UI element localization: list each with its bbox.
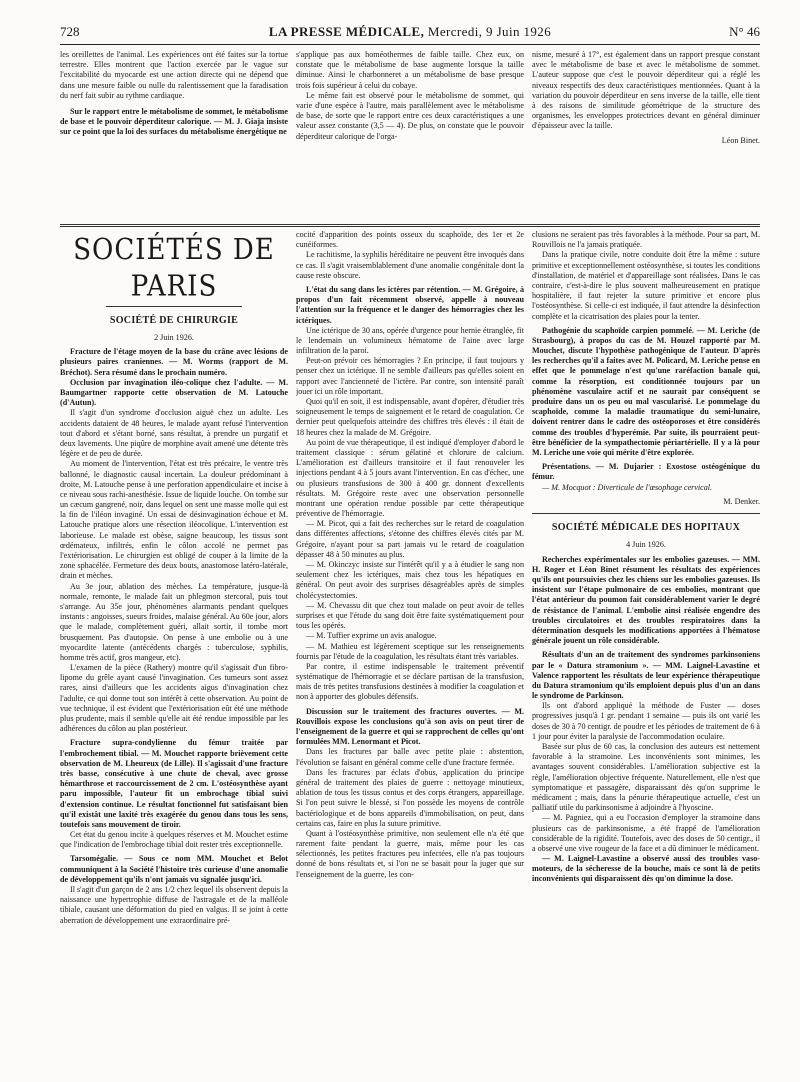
article-heading: Résultats d'un an de traitement des syndromes parkinsoniens par le « Datura stramonium ». — MM. Laignel-Lavastine et Valence rapportent les résultats de leur expérience thérapeutique du Datura stramonium qu'ils emploient depuis plus d'un an dans le syndrome de Parkinson. [532,650,760,701]
article-heading: Discussion sur le traitement des fractures ouvertes. — M. Rouvillois expose les conclusions qu'à son avis on peut tirer de l'enseignement de la guerre et qui se rapprochent de celles qu'ont formulées MM. Lenormant et Picot. [296,706,524,747]
paragraph: Au 3e jour, ablation des mèches. La température, jusque-là normale, remonte, le malade fait un phlegmon stercoral, puis tout s'arrange. Au 35e jour, phénomènes alarmants pendant quelques instants : angoisses, sueurs froides, malaise général. Au 60e jour, alors que le malade, complètement guéri, allait sortir, il tombe mort brusquement. Pas d'autopsie. On pense à une embolie ou à une myocardite latente (antécédents chargés : tuberculose, syphilis, homme très actif, gros mangeur, etc). [60,581,288,662]
title-rule [106,306,243,307]
paragraph: Dans les fractures par balle avec petite plaie : abstention, l'évolution se faisant en général comme celle d'une fracture fermée. [296,747,524,767]
article-heading: Fracture supra-condylienne du fémur traitée par l'embrochement tibial. — M. Mouchet rapporte brièvement cette observation de M. Lheureux (de Lille). Il s'agissait d'une fracture très basse, consécutive à une chute de cheval, avec grosse hémarthrose et raccourcissement de 2 cm. L'ostéosynthèse ayant paru impossible, l'auteur fit un embrochage tibial suivi d'extension continue. Le résultat fonctionnel fut satisfaisant bien qu'il existât une laxité très exagérée du genou dans tous les sens, toutefois sans mouvement de tiroir. [60,738,288,829]
author-signature: Léon Binet. [721,135,760,145]
top-column-1 [60,50,288,222]
article-heading: L'état du sang dans les ictères par rétention. — M. Grégoire, à propos d'un fait récemment observé, appelle à nouveau l'attention sur la fréquence et le danger des hémorragies chez les ictériques. [296,284,524,325]
paragraph: — M. Mathieu est légèrement sceptique sur les renseignements fournis par l'étude de la coagulation, les résultats étant très variables. [296,641,524,661]
top-column-2 [296,50,524,222]
paragraph: Ils ont d'abord appliqué la méthode de Fuster — doses progressives jusqu'à 1 gr. pendant 1 semaine — puis ils ont varié les doses de 30 à 70 centigr. de poudre et les périodes de traitement de 6 à 1 jour pour éviter la paralysie de l'accommodation oculaire. [532,701,760,741]
issue-date: Mercredi, 9 Juin 1926 [427,24,552,39]
paragraph: Basée sur plus de 60 cas, la conclusion des auteurs est nettement favorable à la stramoine. Les inconvénients sont minimes, les avantages souvent considérables. L'amélioration subjective est la règle, l'amélioration objective fréquente. Naturellement, elle n'est que symptomatique et passagère, disparaissant dès qu'on supprime le médicament ; mais, dans la pénurie thérapeutique actuelle, c'est un palliatif utile du parkinsonisme à adjoindre à l'hyoscine. [532,742,760,813]
paragraph: nisme, mesuré à 17°, est également dans un rapport presque constant avec le métabolisme de base et avec le métabolisme de sommet. L'auteur suppose que c'est le pouvoir déperditeur qui a réglé les niveaux respectifs des deux caractéristiques mentionnées. Quant à la variation du pouvoir déperditeur en sens inverse de la taille, elle tient à des raisons de similitude géométrique de la structure des organismes, les enveloppes protectrices devant en général diminuer d'épaisseur avec la taille. [532,50,760,131]
section-rule [532,513,760,514]
paragraph: Au moment de l'intervention, l'état est très précaire, le ventre très ballonné, le diagnostic causal incertain. La douleur prédominant à droite, M. Latouche pense à une perforation appendiculaire et incise à ce niveau sous rachi-anesthésie. Issue de liquide louche. On tombe sur un cæcum gangrené, noir, dans lequel on sent une masse molle qui est la fin de l'iléon invaginé. Un essai de désinvagination échoue et M. Latouche pratique alors une résection iléocolique. L'intervention est laborieuse. Le malade est obèse, saigne beaucoup, les tissus sont œdémateux, infiltrés, enfin le côlon accolé ne permet pas l'extériorisation. Le chirurgien est obligé de couper à la limite de la zone sphacélée. Fermeture des deux bouts, anastomose latéro-latérale, drain et mèches. [60,459,288,581]
paragraph: L'examen de la pièce (Rathery) montre qu'il s'agissait d'un fibro-lipome du grêle ayant causé l'invagination. Ces tumeurs sont assez rares, ainsi d'ailleurs que les accidents aigus d'invagination chez l'adulte, ce qui donne tout son intérêt à cette observation. Au point de vue technique, il est évident que l'extériorisation eût été une méthode plus prudente, mais il semble qu'elle ait été rendue impossible par les adhérences du côlon au plan postérieur. [60,663,288,734]
article-heading: Recherches expérimentales sur les embolies gazeuses. — MM. H. Roger et Léon Binet résument les résultats des expériences qu'ils ont poursuivies chez les chiens sur les embolies gazeuses. Ils insistent sur l'étape pulmonaire de ces embolies, montrant que l'état antérieur du poumon fait considérablement varier le degré de résistance de l'animal. L'embolie ainsi réalisée engendre des troubles circulatoires et des troubles respiratoires dans la détermination desquels les modifications apportées à l'hématose générale jouent un rôle considérable. [532,554,760,646]
session-date: 4 Juin 1926. [626,540,666,550]
society-name: SOCIÉTÉ DE CHIRURGIE [109,314,239,326]
article-heading: Occlusion par invagination iléo-colique chez l'adulte. — M. Baumgartner rapporte cette observation de M. Latouche (d'Autun). [60,377,288,408]
main-column-3 [532,230,760,1070]
main-column-1 [60,230,288,1070]
paragraph: Peut-on prévoir ces hémorragies ? En principe, il faut toujours y penser chez un ictérique. Il ne semble d'ailleurs pas qu'elles soient en rapport avec l'ancienneté de l'ictère. Par contre, son intensité paraît jouer ici un rôle important. [296,356,524,396]
article-heading: Tarsomégalie. — Sous ce nom MM. Mouchet et Belot communiquent à la Société l'histoire très curieuse d'une anomalie de développement qu'ils n'ont jamais vu signalée jusqu'ici. [60,854,288,884]
section-title: SOCIÉTÉS DE PARIS [73,233,275,303]
paragraph: Le rachitisme, la syphilis héréditaire ne peuvent être invoqués dans ce cas. Il s'agit vraisemblablement d'une anomalie congénitale dont la cause reste obscure. [296,250,524,280]
paragraph: s'applique pas aux homéothermes de faible taille. Chez eux, on constate que le métabolisme de base augmente lorsque la taille diminue. Ainsi le charbonneret a un métabolisme de base presque trois fois supérieur à celui du cobaye. [296,50,524,90]
paragraph: — M. Tuffier exprime un avis analogue. [306,631,437,641]
article-heading: Sur le rapport entre le métabolisme de sommet, le métabolisme de base et le pouvoir déperditeur calorique. — M. J. Giaja insiste sur ce point que la loi des surfaces du métabolisme énergétique ne [60,106,288,137]
paragraph: — M. Laignel-Lavastine a observé aussi des troubles vaso-moteurs, de la sécheresse de la bouche, mais ce sont là de petits inconvénients qui disparaissent dès qu'on diminue la dose. [532,854,760,884]
top-column-3 [532,50,760,222]
paragraph: Par contre, il estime indispensable le traitement préventif systématique de l'hémorragie et se déclare partisan de la transfusion, mais de très petites transfusions destinées à modifier la coagulation et non à apporter des globules défensifs. [296,661,524,702]
issue-number: N° 46 [729,24,760,39]
paragraph: — M. Picot, qui a fait des recherches sur le retard de coagulation dans différentes affections, s'étonne des chiffres élevés cités par M. Grégoire, n'ayant pour sa part jamais vu le retard de coagulation dépasser 48 à 50 minutes au plus. [296,519,524,559]
paragraph: Une ictérique de 30 ans, opérée d'urgence pour hernie étranglée, fit le lendemain un volumineux hématome de l'aine avec large infiltration de la paroi. [296,325,524,356]
paragraph: Le même fait est observé pour le métabolisme de sommet, qui varie d'une espèce à l'autre, mais parallèlement avec le métabolisme de base, de sorte que le rapport entre ces deux caractéristiques a une valeur assez constante (3,5 — 4). De plus, on constate que le pouvoir déperditeur calorique de l'orga- [296,90,524,141]
paragraph: cocité d'apparition des points osseux du scaphoïde, des 1er et 2e cunéiformes. [296,230,524,250]
paragraph: clusions ne seraient pas très favorables à la méthode. Pour sa part, M. Rouvillois ne l'a jamais pratiquée. [532,230,760,250]
journal-title [60,24,760,40]
paragraph: Dans les fractures par éclats d'obus, application du principe général de traitement des plaies de guerre : nettoyage minutieux, ablation de tous les tissus contus et des corps étrangers, appareillage. Si l'on peut suivre le blessé, si l'on possède les moyens de contrôle bactériologique et de bons appareils d'immobilisation, on peut, dans certains cas, faire en plus la suture primitive. [296,767,524,828]
article-heading: Pathogénie du scaphoïde carpien pommelé. — M. Leriche (de Strasbourg), à propos du cas de M. Houzel rapporté par M. Mouchet, discute l'hypothèse pathogénique de l'auteur. D'après les recherches qu'il a faites avec M. Policard, M. Leriche pense en effet que le pommelage n'est qu'une raréfaction banale qui, comme la résorption, est conditionnée toujours par un phénomène vasculaire actif et ne saurait par conséquent se produire dans un os peu ou mal vascularisé. Le pommelage du scaphoïde, comme la maladie traumatique du semi-lunaire, doivent rentrer dans le cadre des ostéoporoses et être considérés comme des troubles d'hyperémie. Par suite, ils pourraient peut-être bénéficier de la sympathectomie périartérielle. Il y a là pour M. Leriche une voie qui mérite d'être explorée. [532,325,760,457]
paragraph: Dans la pratique civile, notre conduite doit être la même : suture primitive et exceptionnellement ostéosynthèse, si toutes les conditions d'installation, de matériel et d'appareillage sont réalisées. Dans le cas contraire, c'est-à-dire le plus souvent malheureusement en pratique hospitalière, il faut rejeter la suture primitive et encore plus l'ostéosynthèse. Si celle-ci est indiquée, il faut attendre la désinfection complète et la cicatrisation des plaies pour la tenter. [532,250,760,321]
paragraph: — M. Okinczyc insiste sur l'intérêt qu'il y a à étudier le sang non seulement chez les ictériques, mais chez tous les hépatiques en général. On peut avoir des surprises désagréables après de simples cholécystectomies. [296,560,524,600]
page-header [60,22,760,45]
paragraph: Quoi qu'il en soit, il est indispensable, avant d'opérer, d'étudier très soigneusement le temps de saignement et le retard de coagulation. Ce dernier peut quelquefois atteindre des chiffres très élevés : il était de 18 heures chez la malade de M. Grégoire. [296,397,524,437]
paragraph: Il s'agit d'un garçon de 2 ans 1/2 chez lequel ils observent depuis la naissance une hypertrophie diffuse de l'astragale et de la malléole tibiale, causant une déformation du pied en valgus. Il se joint à cette aberration de développement une extraordinaire pré- [60,885,288,925]
session-date: 2 Juin 1926. [154,333,194,343]
paragraph: Cet état du genou incite à quelques réserves et M. Mouchet estime que l'indication de l'embrochage tibial doit rester très exceptionnelle. [60,830,288,850]
paragraph: Au point de vue thérapeutique, il est indiqué d'employer d'abord le traitement classique : sérum gélatiné et chlorure de calcium. L'amélioration est d'ailleurs transitoire et il faut renouveler les injections pendant 4 à 5 jours avant l'intervention. En cas d'échec, une ou plusieurs transfusions de 300 à 400 gr. donnent d'excellents résultats. M. Grégoire reste avec une observation personnelle montrant une opération rendue possible par cette thérapeutique préventive de l'hémorragie. [296,437,524,519]
paragraph: Il s'agit d'un syndrome d'occlusion aiguë chez un adulte. Les accidents dataient de 48 heures, le malade ayant refusé l'intervention tout d'abord et s'étant borné, sans résultat, à prendre un purgatif et deux lavements. Une piqûre de morphine avait amené une détente très légère et de peu de durée. [60,408,288,459]
society-name: SOCIÉTÉ MÉDICALE DES HOPITAUX [551,521,741,533]
journal-name: LA PRESSE MÉDICALE, [268,24,425,39]
paragraph: — M. Pagniez, qui a eu l'occasion d'employer la stramoine dans plusieurs cas de parkinsonisme, a été frappé de l'amélioration considérable de la rigidité. Toutefois, avec des doses de 50 centigr., il a observé une vive rougeur de la face et a dû diminuer le médicament. [532,813,760,853]
section-divider [60,224,760,227]
main-column-2 [296,230,524,1070]
presentations-heading: Présentations. — M. Dujarier : Exostose ostéogénique du fémur. [532,462,760,482]
article-heading: Fracture de l'étage moyen de la base du crâne avec lésions de plusieurs paires craniennes. — M. Worms (rapport de M. Bréchot). Sera résumé dans le prochain numéro. [60,347,288,377]
page-number: 728 [60,24,80,39]
paragraph: — M. Chevassu dit que chez tout malade on peut avoir de telles surprises et que l'étude du sang doit être faite systématiquement pour tous les opérés. [296,600,524,631]
paragraph: Quant à l'ostéosynthèse primitive, non seulement elle n'a été que rarement faite pendant la guerre, mais, même pour les cas sélectionnés, les petites fractures peu infectées, elle n'a pas toujours donné de bons résultats et, si l'on ne se basait pour la juger que sur l'enseignement de la guerre, les con- [296,828,524,879]
paragraph: les oreillettes de l'animal. Les expériences ont été faites sur la tortue terrestre. Elles montrent que l'action exercée par le vague sur l'excitabilité du myocarde est une action directe qui ne dépend que dans une mesure faible ou nulle du ralentissement que la faradisation du nerf fait subir au rythme cardiaque. [60,50,288,100]
author-signature: M. Denker. [723,496,760,506]
paragraph: — M. Mocquot : Diverticule de l'œsophage cervical. [542,482,713,492]
